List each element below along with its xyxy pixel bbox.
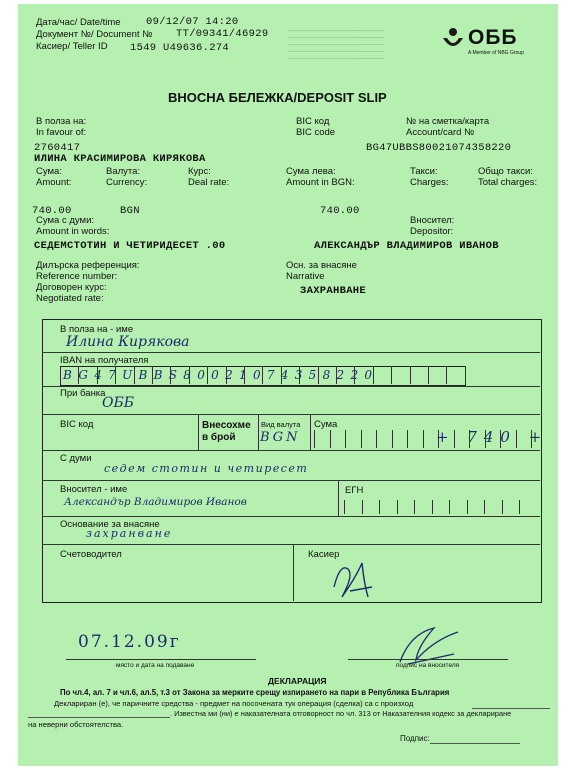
form-accountant-label: Счетоводител [60, 549, 122, 560]
cell-divider [379, 500, 380, 514]
form-words-label: С думи [60, 453, 92, 464]
form-sum-label: Сума [314, 419, 338, 430]
teller-label: Касиер/ Teller ID [36, 41, 108, 52]
bgn-value: 740.00 [320, 205, 360, 217]
form-currency-hand: BGN [260, 430, 301, 445]
amount-value: 740.00 [32, 205, 72, 217]
form-currency-type-label: Вид валута [261, 420, 301, 429]
rate-label: Курс: Deal rate: [188, 166, 230, 188]
depositor-sign-label: подпис на вносителя [396, 662, 460, 669]
logo-text: ОББ [468, 26, 518, 49]
document-label: Документ №/ Document № [36, 29, 153, 40]
cell-divider [414, 500, 415, 514]
sum-label: Сума: Amount: [36, 166, 72, 188]
form-bank-hand: ОББ [102, 395, 135, 411]
charges-label: Такси: Charges: [410, 166, 449, 188]
depositor-label: Вносител: Depositor: [410, 215, 455, 237]
declaration-title: ДЕКЛАРАЦИЯ [268, 676, 327, 686]
basis-label: Осн. за внасяне Narrative [286, 260, 357, 282]
account-value: BG47UBBS80021074358220 [366, 142, 512, 154]
cell-divider [449, 500, 450, 514]
cell-divider [361, 430, 362, 448]
form-bic-label: BIC код [60, 419, 94, 430]
cell-divider [345, 430, 346, 448]
cell-divider [397, 500, 398, 514]
cell-divider [502, 500, 503, 514]
form-cash-label: Внесохме в брой [202, 420, 251, 443]
words-label: Сума с думи: Amount in words: [36, 215, 110, 237]
place-date-hand: 07.12.09г [78, 632, 181, 652]
currency-value: BGN [120, 205, 140, 217]
cell-divider [376, 430, 377, 448]
ref-label: Дилърска референция: Reference number: [36, 260, 140, 282]
declaration-line-1: Деклариран (е), че паричните средства - предмет на посочената тук операция (сделка) са с произход [54, 699, 414, 708]
egn-cells [344, 500, 522, 514]
cell-divider [467, 500, 468, 514]
deposit-slip [18, 4, 558, 766]
date-value: 09/12/07 14:20 [146, 16, 239, 28]
total-charges-label: Общо такси: Total charges: [478, 166, 538, 188]
faded-back-text: ················································ ················································ ················································ ················································ ················································ [288, 28, 384, 62]
form-favour-label: В полза на - име [60, 324, 134, 335]
cell-divider [392, 430, 393, 448]
form-egn-label: ЕГН [345, 485, 364, 496]
currency-label: Валута: Currency: [106, 166, 148, 188]
form-basis-label: Основание за внасяне [60, 519, 160, 530]
form-cashier-label: Касиер [308, 549, 340, 560]
narrative-value: ЗАХРАНВАНЕ [300, 285, 367, 297]
cell-divider [519, 500, 520, 514]
form-depositor-label: Вносител - име [60, 484, 128, 495]
account-label: № на сметка/карта Account/card № [406, 116, 490, 138]
cell-divider [465, 366, 466, 384]
form-favour-hand: Илина Кирякова [66, 334, 190, 350]
cell-divider [344, 500, 345, 514]
form-depositor-hand: Александър Владимиров Иванов [64, 496, 247, 508]
logo-subtitle: A Member of NBG Group [468, 50, 524, 56]
form-basis-hand: захранване [86, 527, 173, 540]
cell-divider [446, 366, 447, 384]
declaration-line-3: на неверни обстоятелства. [28, 720, 124, 729]
form-iban-label: IBAN на получателя [60, 355, 149, 366]
declaration-law: По чл.4, ал. 7 и чл.6, ал.5, т.3 от Закона за мерките срещу изпирането на пари в Република България [60, 688, 450, 697]
slip-title: ВНОСНА БЕЛЕЖКА/DEPOSIT SLIP [168, 90, 387, 105]
cell-divider [484, 500, 485, 514]
cell-divider [432, 500, 433, 514]
form-sum-hand: + 740 + [436, 428, 549, 446]
agreed-rate-label: Договорен курс: Negotiated rate: [36, 282, 107, 304]
signature-label: Подпис: [400, 734, 430, 743]
form-words-hand: седем стотин и четиресет [104, 462, 309, 475]
cell-divider [60, 366, 61, 384]
cell-divider [362, 500, 363, 514]
declaration-line-2: . Известна ми (ни) е наказателната отговорност по чл. 313 от Наказателния кодекс за деклариране [170, 709, 512, 718]
bank-logo-icon [440, 26, 466, 52]
in-favour-label: В полза на: In favour of: [36, 116, 87, 138]
depositor-value: АЛЕКСАНДЪР ВЛАДИМИРОВ ИВАНОВ [314, 240, 499, 252]
place-date-label: място и дата на подаване [116, 662, 195, 669]
date-label: Дата/час/ Date/time [36, 17, 121, 28]
cell-divider [330, 430, 331, 448]
cell-divider [407, 430, 408, 448]
document-value: TT/09341/46929 [176, 28, 269, 40]
cell-divider [428, 366, 429, 384]
form-iban-hand: BG47UBBS80021074358220 [63, 368, 379, 382]
teller-value: 1549 U49636.274 [130, 42, 230, 54]
cashier-signature-icon [328, 557, 378, 605]
cell-divider [423, 430, 424, 448]
form-bank-label: При банка [60, 388, 106, 399]
bgn-label: Сума лева: Amount in BGN: [286, 166, 355, 188]
words-value: СЕДЕМСТОТИН И ЧЕТИРИДЕСЕТ .00 [34, 240, 226, 252]
cell-divider [314, 430, 315, 448]
cell-divider [410, 366, 411, 384]
bic-label: BIC код BIC code [296, 116, 336, 138]
name-value: ИЛИНА КРАСИМИРОВА КИРЯКОВА [34, 153, 206, 165]
cell-divider [391, 366, 392, 384]
code-value: 2760417 [34, 142, 81, 154]
